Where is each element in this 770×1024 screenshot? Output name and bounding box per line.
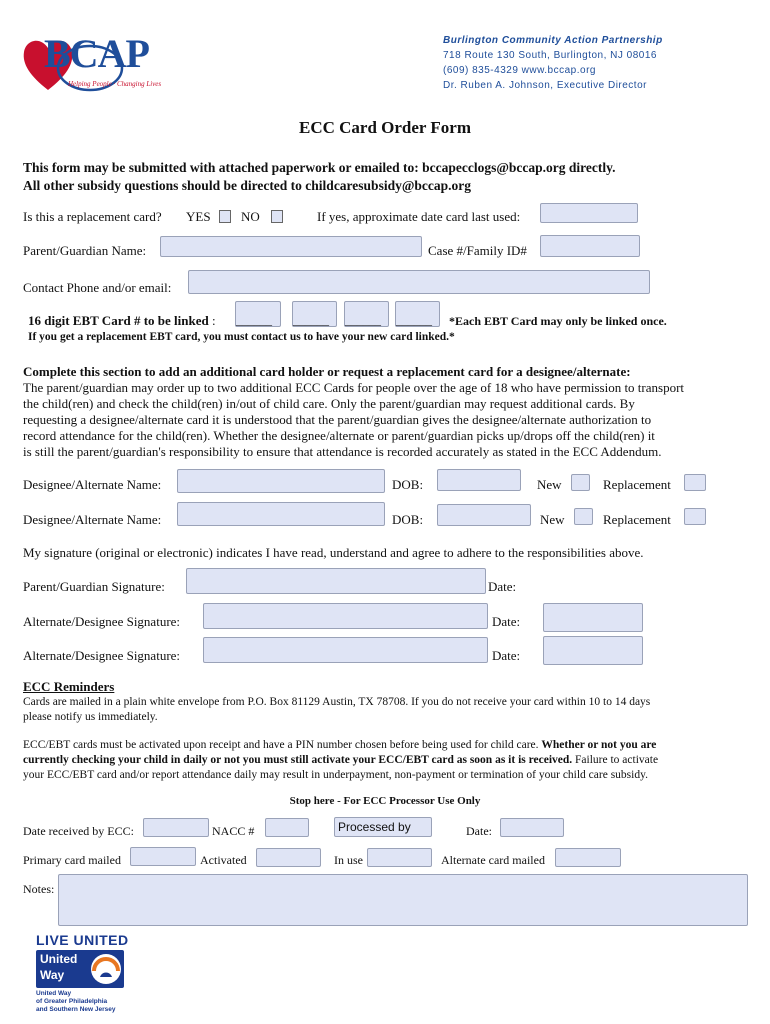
reminders-p1-line: please notify us immediately. <box>23 711 158 723</box>
designee-heading: Complete this section to add an additional card holder or request a replacement card for a designee/alternate: <box>23 364 631 379</box>
activated-input[interactable] <box>256 848 321 867</box>
reminders-p1 <box>23 695 743 725</box>
reminders-p2-normal-2: Failure to activate <box>572 754 659 766</box>
last-used-date-input[interactable] <box>540 203 638 223</box>
case-id-label: Case #/Family ID# <box>428 243 527 258</box>
no-checkbox[interactable] <box>271 210 283 223</box>
reminders-p2-line-3: your ECC/EBT card and/or report attendance daily may result in underpayment, non-payment or termination of your child care subsidy. <box>23 769 648 781</box>
designee-1-dob-input[interactable] <box>437 469 521 491</box>
date-received-label: Date received by ECC: <box>23 824 134 838</box>
designee-paragraph-line: the child(ren) and check the child(ren) in/out of child care. Only the parent/guardian may request additional cards. By <box>23 396 635 411</box>
no-label: NO <box>241 209 260 224</box>
notes-input[interactable] <box>58 874 748 926</box>
designee-paragraph-line: The parent/guardian may order up to two additional ECC Cards for people over the age of 18 who have permission to transport <box>23 380 685 395</box>
designee-2-dob-label: DOB: <box>392 512 424 527</box>
reminders-p2-line-1 <box>23 738 743 753</box>
parent-name-input[interactable] <box>160 236 422 257</box>
reminders-p2-bold-1: Whether or not you are <box>541 739 657 751</box>
processor-heading: Stop here - For ECC Processor Use Only <box>289 795 481 807</box>
primary-mailed-input[interactable] <box>130 847 196 866</box>
in-use-input[interactable] <box>367 848 432 867</box>
activated-label: Activated <box>200 853 247 867</box>
designee-1-name-label: Designee/Alternate Name: <box>23 477 162 492</box>
ebt-label-colon: : <box>211 313 216 328</box>
parent-signature-input[interactable] <box>186 568 486 594</box>
intro-line-1: This form may be submitted with attached paperwork or emailed to: bccapecclogs@bccap.org directly. <box>23 160 616 175</box>
uw-line-2: of Greater Philadelphia <box>36 998 108 1005</box>
alternate-mailed-label: Alternate card mailed <box>441 853 545 867</box>
primary-mailed-label: Primary card mailed <box>23 853 121 867</box>
way-word: Way <box>40 968 65 982</box>
contact-label: Contact Phone and/or email: <box>23 280 172 295</box>
hand-rainbow-icon <box>90 953 122 985</box>
designee-2-replacement-label: Replacement <box>603 512 671 527</box>
designee-1-new-label: New <box>537 477 562 492</box>
reminders-p2-normal-1: ECC/EBT cards must be activated upon receipt and have a PIN number chosen before being used for child care. <box>23 739 542 751</box>
designee-paragraph-line: is still the parent/guardian's responsibility to ensure that attendance is recorded accurately as stated in the ECC Addendum. <box>23 444 662 459</box>
nacc-input[interactable] <box>265 818 309 837</box>
in-use-label: In use <box>334 853 363 867</box>
org-phone-web: (609) 835-4329 www.bccap.org <box>443 65 596 76</box>
ebt-blank-3: ______ <box>345 313 381 327</box>
parent-signature-date-label: Date: <box>488 579 517 594</box>
alt2-date-input[interactable] <box>543 636 643 665</box>
united-way-org <box>36 990 115 1014</box>
designee-2-dob-input[interactable] <box>437 504 531 526</box>
designee-paragraph <box>23 380 723 460</box>
org-address: 718 Route 130 South, Burlington, NJ 08016 <box>443 50 657 61</box>
processor-date-label: Date: <box>466 824 492 838</box>
alt1-signature-label: Alternate/Designee Signature: <box>23 614 181 629</box>
reminders-heading: ECC Reminders <box>23 679 115 694</box>
case-id-input[interactable] <box>540 235 640 257</box>
yes-label: YES <box>186 209 211 224</box>
parent-signature-label: Parent/Guardian Signature: <box>23 579 165 594</box>
ebt-blank-1: ______ <box>236 313 272 327</box>
designee-1-dob-label: DOB: <box>392 477 424 492</box>
contact-input[interactable] <box>188 270 650 294</box>
date-received-input[interactable] <box>143 818 209 837</box>
live-united-text: LIVE UNITED <box>36 932 129 948</box>
last-used-date-label: If yes, approximate date card last used: <box>317 209 521 224</box>
designee-2-name-input[interactable] <box>177 502 385 526</box>
ebt-once-note: *Each EBT Card may only be linked once. <box>449 314 667 328</box>
designee-1-replacement-checkbox[interactable] <box>684 474 706 491</box>
designee-1-new-checkbox[interactable] <box>571 474 590 491</box>
ebt-blank-4: ______ <box>396 313 432 327</box>
ebt-label <box>28 313 216 329</box>
signature-statement: My signature (original or electronic) indicates I have read, understand and agree to adhere to the responsibilities above. <box>23 545 644 560</box>
designee-2-replacement-checkbox[interactable] <box>684 508 706 525</box>
processed-by-label: Processed by <box>338 820 411 834</box>
logo-tagline: Helping People · Changing Lives <box>68 80 162 88</box>
designee-1-replacement-label: Replacement <box>603 477 671 492</box>
united-way-logo <box>36 932 146 1017</box>
alternate-mailed-input[interactable] <box>555 848 621 867</box>
notes-label: Notes: <box>23 882 55 896</box>
intro-line-2: All other subsidy questions should be directed to childcaresubsidy@bccap.org <box>23 178 472 193</box>
replacement-question: Is this a replacement card? <box>23 209 162 224</box>
designee-1-name-input[interactable] <box>177 469 385 493</box>
processor-date-input[interactable] <box>500 818 564 837</box>
org-address-block <box>443 33 663 93</box>
logo-text: BCAP <box>44 31 149 76</box>
nacc-label: NACC # <box>212 824 255 838</box>
designee-2-new-label: New <box>540 512 565 527</box>
designee-2-new-checkbox[interactable] <box>574 508 593 525</box>
designee-paragraph-line: record attendance for the child(ren). Whether the designee/alternate or parent/guardian picks up/drops off the child(ren) it <box>23 428 655 443</box>
org-name: Burlington Community Action Partnership <box>443 35 663 46</box>
ebt-replacement-note: If you get a replacement EBT card, you must contact us to have your new card linked.* <box>28 331 455 343</box>
alt1-date-input[interactable] <box>543 603 643 632</box>
parent-name-label: Parent/Guardian Name: <box>23 243 147 258</box>
alt2-signature-date-label: Date: <box>492 648 521 663</box>
form-title: ECC Card Order Form <box>298 118 472 137</box>
alt1-signature-input[interactable] <box>203 603 488 629</box>
designee-paragraph-line: requesting a designee/alternate card it is understood that the parent/guardian gives the designee/alternate authorization to <box>23 412 652 427</box>
united-word: United <box>40 952 78 966</box>
yes-checkbox[interactable] <box>219 210 231 223</box>
reminders-p2-bold-2: currently checking your child in daily or not you must still activate your ECC/EBT card as soon as it is received. <box>23 754 573 766</box>
united-way-badge <box>36 950 124 988</box>
reminders-p2-line-2 <box>23 753 743 768</box>
designee-2-name-label: Designee/Alternate Name: <box>23 512 162 527</box>
reminders-p1-line: Cards are mailed in a plain white envelope from P.O. Box 81129 Austin, TX 78708. If you do not receive your card within 10 to 14 days <box>23 696 651 708</box>
reminders-p2 <box>23 738 743 783</box>
alt2-signature-label: Alternate/Designee Signature: <box>23 648 181 663</box>
alt1-signature-date-label: Date: <box>492 614 521 629</box>
ebt-blank-2: ______ <box>293 313 329 327</box>
bcap-logo <box>20 28 180 98</box>
uw-line-1: United Way <box>36 990 72 997</box>
org-director: Dr. Ruben A. Johnson, Executive Director <box>443 80 647 91</box>
uw-line-3: and Southern New Jersey <box>36 1006 116 1013</box>
ebt-label-text: 16 digit EBT Card # to be linked <box>28 313 209 328</box>
alt2-signature-input[interactable] <box>203 637 488 663</box>
